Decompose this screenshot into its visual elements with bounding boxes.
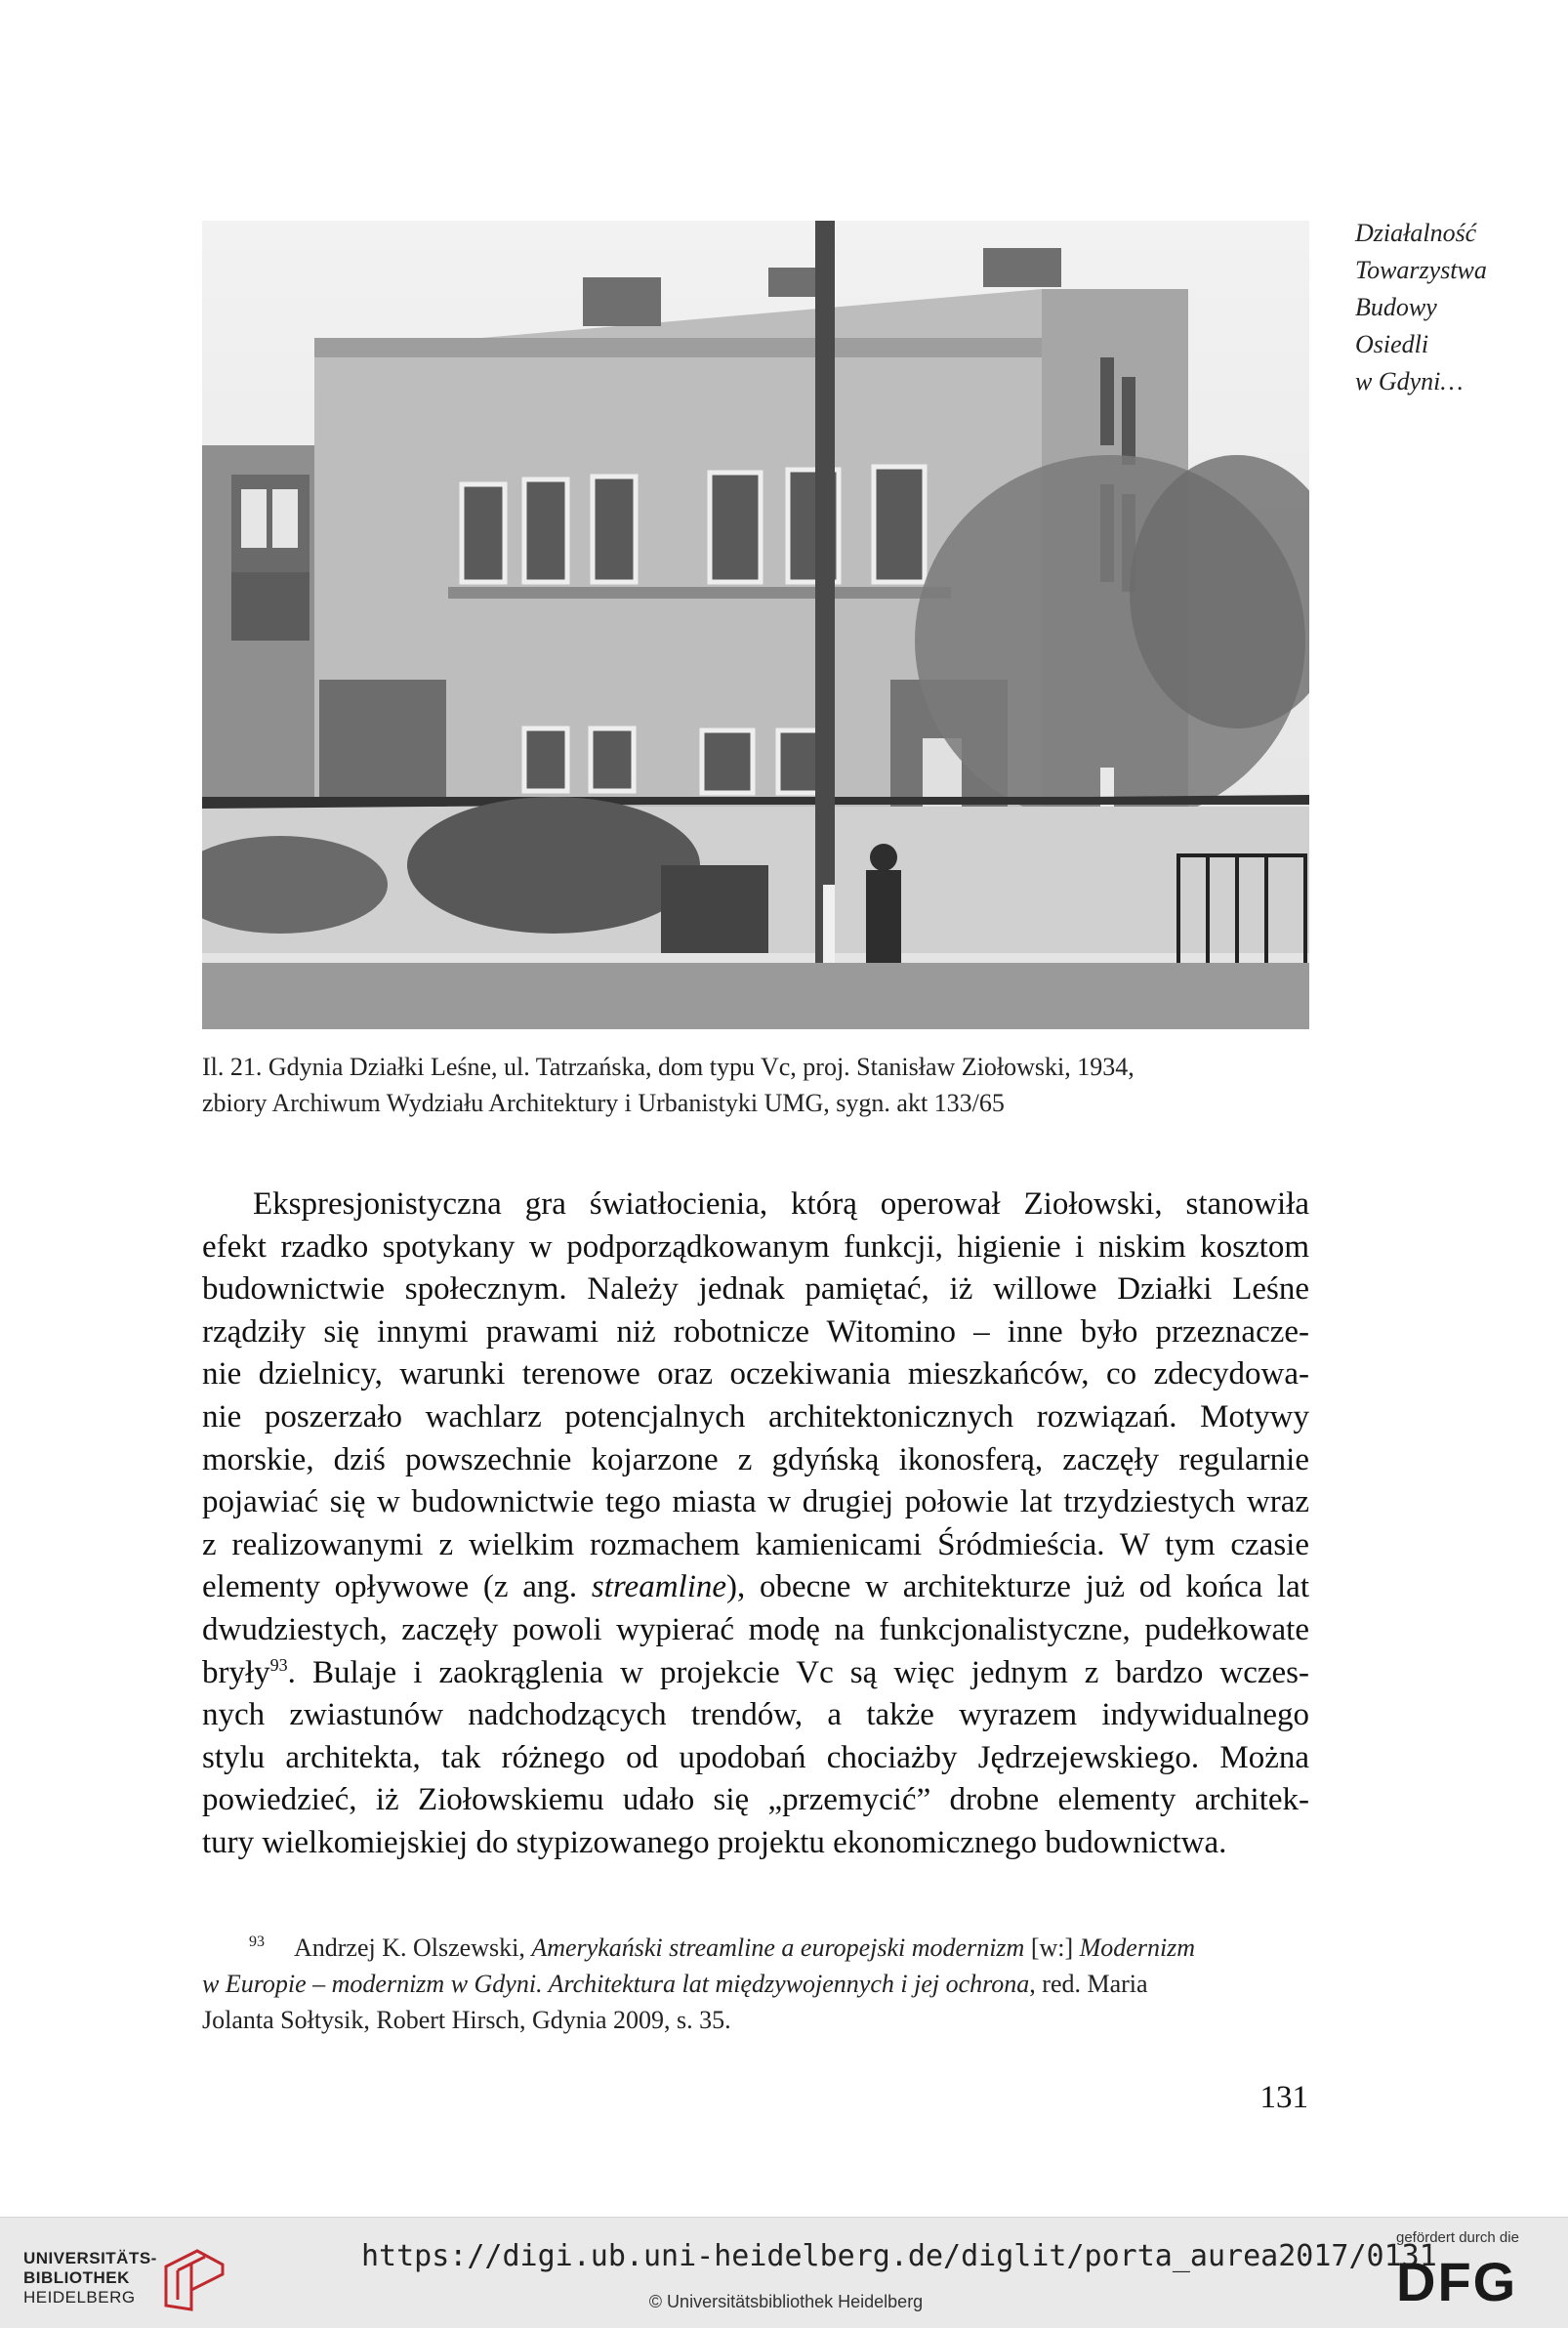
running-head-line: Osiedli <box>1355 330 1429 358</box>
footnote-in: [w:] <box>1024 1933 1080 1962</box>
house-photo-illustration <box>202 221 1309 1029</box>
body-line: z realizowanymi z wielkim rozmachem kamienicami Śródmieścia. W tym czasie <box>202 1526 1309 1562</box>
footer-bar <box>0 2217 1568 2328</box>
library-name <box>23 2249 157 2307</box>
document-url-link[interactable]: https://digi.ub.uni-heidelberg.de/diglit/porta_aurea2017/0131 <box>361 2239 1437 2273</box>
footnote-editors: , red. Maria <box>1029 1970 1148 1998</box>
body-text-run: elementy opływowe (z ang. <box>202 1569 592 1605</box>
running-head-line: Towarzystwa <box>1355 256 1487 284</box>
university-library-logo[interactable] <box>23 2245 238 2313</box>
body-line <box>202 1652 1309 1695</box>
page-number: 131 <box>1259 2080 1308 2115</box>
body-line <box>202 1566 1309 1609</box>
copyright-notice: © Universitätsbibliothek Heidelberg <box>648 2292 924 2311</box>
body-text-run: bryły <box>202 1654 270 1690</box>
body-line: stylu architekta, tak różnego od upodobań chociażby Jędrzejewskiego. Można <box>202 1739 1309 1775</box>
body-line: dwudziestych, zaczęły powoli wypierać modę na funkcjonalistyczne, pudełkowate <box>202 1611 1309 1647</box>
library-name-line: HEIDELBERG <box>23 2288 136 2307</box>
body-line: budownictwie społecznym. Należy jednak pamiętać, iż willowe Działki Leśne <box>202 1271 1309 1308</box>
body-line: rządziły się innymi prawami niż robotnicze Witomino – inne było przeznacze- <box>202 1313 1309 1350</box>
footnote-title: Amerykański streamline a europejski modernizm <box>531 1933 1025 1962</box>
body-line: tury wielkomiejskiej do stypizowanego projektu ekonomicznego budownictwa. <box>202 1824 1227 1860</box>
footnote-reference: 93 <box>269 1654 288 1675</box>
footnote-line: Jolanta Sołtysik, Robert Hirsch, Gdynia 2009, s. 35. <box>202 2006 731 2034</box>
dfg-logo[interactable]: DFG <box>1396 2251 1518 2312</box>
figure-caption <box>202 1049 1335 1121</box>
running-head-line: Działalność <box>1355 219 1477 247</box>
funder-label: gefördert durch die <box>1396 2229 1519 2246</box>
body-line: nie poszerzało wachlarz potencjalnych architektonicznych rozwiązań. Motywy <box>202 1398 1309 1434</box>
footnote-book-title: w Europie – modernizm w Gdyni. Architektura lat międzywojennych i jej ochrona <box>202 1970 1030 1998</box>
body-line: nie dzielnicy, warunki terenowe oraz oczekiwania mieszkańców, co zdecydowa- <box>202 1356 1309 1393</box>
body-line: morskie, dziś powszechnie kojarzone z gdyńską ikonosferą, zaczęły regularnie <box>202 1441 1309 1477</box>
body-line: pojawiać się w budownictwie tego miasta w drugiej połowie lat trzydziestych wraz <box>202 1484 1309 1520</box>
body-line: nych zwiastunów nadchodzących trendów, a także wyrazem indywidualnego <box>202 1697 1309 1733</box>
caption-line: zbiory Archiwum Wydziału Architektury i Urbanistyki UMG, sygn. akt 133/65 <box>202 1089 1005 1117</box>
footnote-line <box>202 1930 1309 1966</box>
body-text-run: . Bulaje i zaokrąglenia w projekcie Vc są więc jednym z bardzo wczes- <box>287 1654 1309 1690</box>
running-head-line: w Gdyni… <box>1355 367 1464 395</box>
footnote-number: 93 <box>249 1933 265 1951</box>
library-mark-icon <box>158 2245 230 2313</box>
footnote <box>202 1930 1309 2038</box>
running-head <box>1355 215 1550 400</box>
body-line: powiedzieć, iż Ziołowskiemu udało się „przemycić” drobne elementy architek- <box>202 1782 1309 1818</box>
footnote-book-title: Modernizm <box>1079 1933 1196 1962</box>
caption-line: Il. 21. Gdynia Działki Leśne, ul. Tatrzańska, dom typu Vc, proj. Stanisław Ziołowski, 1934, <box>202 1053 1135 1081</box>
italic-term: streamline <box>591 1569 727 1605</box>
body-line: efekt rzadko spotykany w podporządkowanym funkcji, higienie i niskim kosztom <box>202 1228 1309 1265</box>
library-name-line: BIBLIOTHEK <box>23 2268 130 2287</box>
running-head-line: Budowy <box>1355 293 1437 321</box>
footnote-line <box>202 1966 1309 2002</box>
body-text-run: ), obecne w architekturze już od końca lat <box>726 1569 1309 1605</box>
library-name-line: UNIVERSITÄTS- <box>23 2249 157 2267</box>
footnote-author: Andrzej K. Olszewski, <box>294 1933 532 1962</box>
body-line: Ekspresjonistyczna gra światłocienia, którą operował Ziołowski, stanowiła <box>253 1186 1309 1222</box>
body-paragraph <box>202 1184 1309 1865</box>
house-photograph <box>202 221 1309 1029</box>
